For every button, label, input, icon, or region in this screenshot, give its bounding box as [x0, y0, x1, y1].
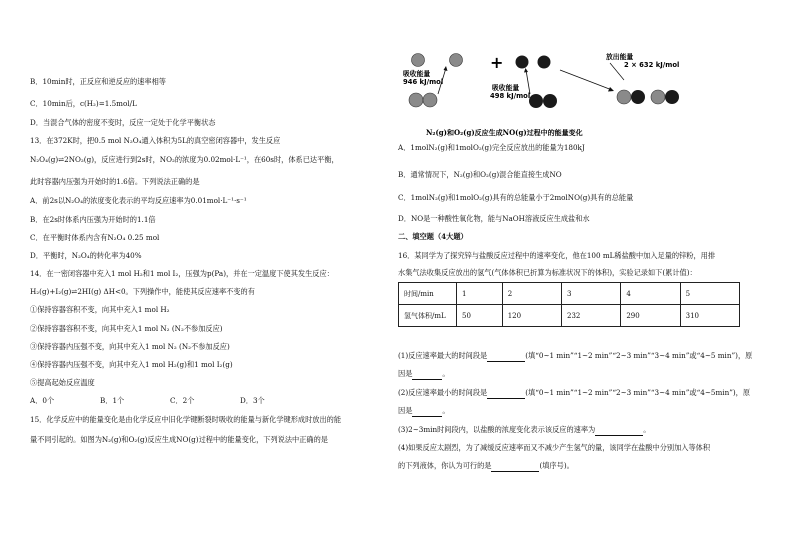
table-header-volume: 氢气体积/mL — [399, 305, 457, 327]
n2-arrow-head-icon — [444, 66, 448, 71]
o2-molecule-icon — [529, 94, 557, 108]
q13-option-c: C．在平衡时体系内含有N₂O₄ 0.25 mol — [30, 233, 160, 242]
plus-icon: + — [490, 53, 504, 72]
q16-part4-line2: 的下列液体，你认为可行的是 (填序号)。 — [398, 461, 574, 470]
q16-part4-line1: (4)如果反应太剧烈，为了减缓反应速率而又不减少产生氢气的量，该同学在盐酸中分别加入等体积 — [398, 443, 711, 452]
q14-item-4: ④保持容器内压强不变，向其中充入1 mol H₂(g)和1 mol I₂(g) — [30, 360, 233, 369]
table-cell: 4 — [621, 283, 680, 305]
q15-stem-2: 量不同引起的。如图为N₂(g)和O₂(g)反应生成NO(g)过程中的能量变化，下列说法中正确的是 — [30, 435, 328, 444]
q15-stem-1: 15．化学反应中的能量变化是由化学反应中旧化学键断裂时吸收的能量与新化学键形成时放出的能 — [30, 415, 342, 424]
q12-option-c: C．10min后，c(H₂)=1.5mol/L — [30, 99, 137, 108]
release-value: 2 × 632 kJ/mol — [624, 61, 680, 69]
table-row-time — [399, 283, 740, 305]
section-title: 二、填空题（4大题） — [398, 232, 468, 241]
q15-option-b: B．通常情况下，N₂(g)和O₂(g)混合能直接生成NO — [398, 170, 562, 179]
no-molecules-icon — [617, 90, 679, 104]
q16-part2-line1: (2)反应速率最小的时间段是 (填“0~1 min”“1~2 min”“2~3 min”“3~4 min”或“4~5min”)，原 — [398, 388, 751, 397]
q13-stem-2: N₂O₄(g)⇌2NO₂(g)，反应进行到2s时，NO₂的浓度为0.02mol·L⁻¹，在60s时，体系已达平衡， — [30, 155, 339, 164]
answer-blank[interactable] — [487, 388, 525, 399]
q16-part1-line1: (1)反应速率最大的时间段是 (填“0~1 min”“1~2 min”“2~3 min”“3~4 min”或“4~5 min”)，原 — [398, 351, 753, 360]
release-arrow — [560, 70, 612, 90]
q13-stem-1: 13．在372K时，把0.5 mol N₂O₄通入体积为5L的真空密闭容器中，发生反应 — [30, 136, 281, 145]
table-cell: 50 — [457, 305, 503, 327]
release-label: 放出能量 — [606, 53, 634, 61]
left-column — [30, 0, 382, 560]
q15-option-a: A．1molN₂(g)和1molO₂(g)完全反应放出的能量为180kJ — [398, 143, 585, 152]
absorb-o2-value: 498 kJ/mol — [490, 92, 531, 100]
n2-molecule-icon — [409, 93, 437, 107]
q15-option-d: D．NO是一种酸性氧化物，能与NaOH溶液反应生成盐和水 — [398, 214, 590, 223]
q14-option-c: C．2个 — [170, 396, 195, 405]
q13-option-d: D．平衡时，N₂O₄的转化率为40% — [30, 251, 142, 260]
q13-option-b: B．在2s时体系内压强为开始时的1.1倍 — [30, 215, 156, 224]
table-cell: 5 — [680, 283, 739, 305]
answer-blank[interactable] — [412, 406, 442, 417]
table-cell: 3 — [562, 283, 621, 305]
q16-stem-1: 16．某同学为了探究锌与盐酸反应过程中的速率变化，他在100 mL稀盐酸中加入足量的锌粉，用排 — [398, 251, 716, 260]
q13-stem-3: 此时容器内压强为开始时的1.6倍。下列说法正确的是 — [30, 177, 200, 186]
q16-stem-2: 水集气法收集反应放出的氢气(气体体积已折算为标准状况下的体积)，实验记录如下(累计值)： — [398, 268, 697, 277]
table-row-volume — [399, 305, 740, 327]
q14-option-b: B．1个 — [100, 396, 125, 405]
right-column — [398, 0, 768, 560]
q12-option-b: B．10min时，正反应和逆反应的速率相等 — [30, 77, 166, 86]
q16-part3: (3)2~3min时间段内，以盐酸的浓度变化表示该反应的速率为 。 — [398, 425, 651, 434]
experiment-table — [398, 282, 740, 327]
q16-part2-line2: 因是 。 — [398, 406, 450, 415]
energy-diagram — [398, 0, 698, 145]
q14-options — [30, 396, 310, 406]
q13-option-a: A．前2s以N₂O₄的浓度变化表示的平均反应速率为0.01mol·L⁻¹·s⁻¹ — [30, 196, 247, 205]
absorb-n2-label: 吸收能量 — [403, 70, 431, 78]
table-cell: 2 — [502, 283, 561, 305]
table-cell: 290 — [621, 305, 680, 327]
absorb-n2-value: 946 kJ/mol — [403, 78, 444, 86]
answer-blank[interactable] — [491, 461, 539, 472]
q14-option-d: D．3个 — [240, 396, 265, 405]
o-atoms-icon — [516, 56, 551, 69]
q14-item-2: ②保持容器容积不变，向其中充入1 mol N₂ (N₂不参加反应) — [30, 324, 223, 333]
diagram-caption: N₂(g)和O₂(g)反应生成NO(g)过程中的能量变化 — [426, 128, 583, 137]
n-atoms-icon — [412, 54, 463, 67]
q14-option-a: A．0个 — [30, 396, 55, 405]
table-cell: 1 — [457, 283, 503, 305]
absorb-o2-label: 吸收能量 — [492, 84, 520, 92]
q14-item-1: ①保持容器容积不变，向其中充入1 mol H₂ — [30, 305, 170, 314]
table-cell: 310 — [680, 305, 739, 327]
release-label-arrow — [610, 63, 624, 80]
table-header-time: 时间/min — [399, 283, 457, 305]
q12-option-d: D．当混合气体的密度不变时，反应一定处于化学平衡状态 — [30, 118, 216, 127]
q14-stem-1: 14．在一密闭容器中充入1 mol H₂和1 mol I₂，压强为p(Pa)，并在一定温度下使其发生反应： — [30, 269, 334, 278]
o2-arrow-head-icon — [524, 68, 528, 73]
q16-part1-line2: 因是 。 — [398, 369, 450, 378]
answer-blank[interactable] — [412, 369, 442, 380]
q15-option-c: C．1molN₂(g)和1molO₂(g)具有的总能量小于2molNO(g)具有的总能量 — [398, 193, 634, 202]
q14-stem-2: H₂(g)+I₂(g)⇌2HI(g) ΔH<0。下列操作中，能使其反应速率不变的有 — [30, 287, 255, 296]
table-cell: 232 — [562, 305, 621, 327]
q14-item-3: ③保持容器内压强不变，向其中充入1 mol N₂ (N₂不参加反应) — [30, 342, 230, 351]
answer-blank[interactable] — [595, 425, 643, 436]
o2-arrow — [526, 70, 530, 94]
table-cell: 120 — [502, 305, 561, 327]
answer-blank[interactable] — [487, 351, 525, 362]
q14-item-5: ⑤提高起始反应温度 — [30, 378, 95, 387]
